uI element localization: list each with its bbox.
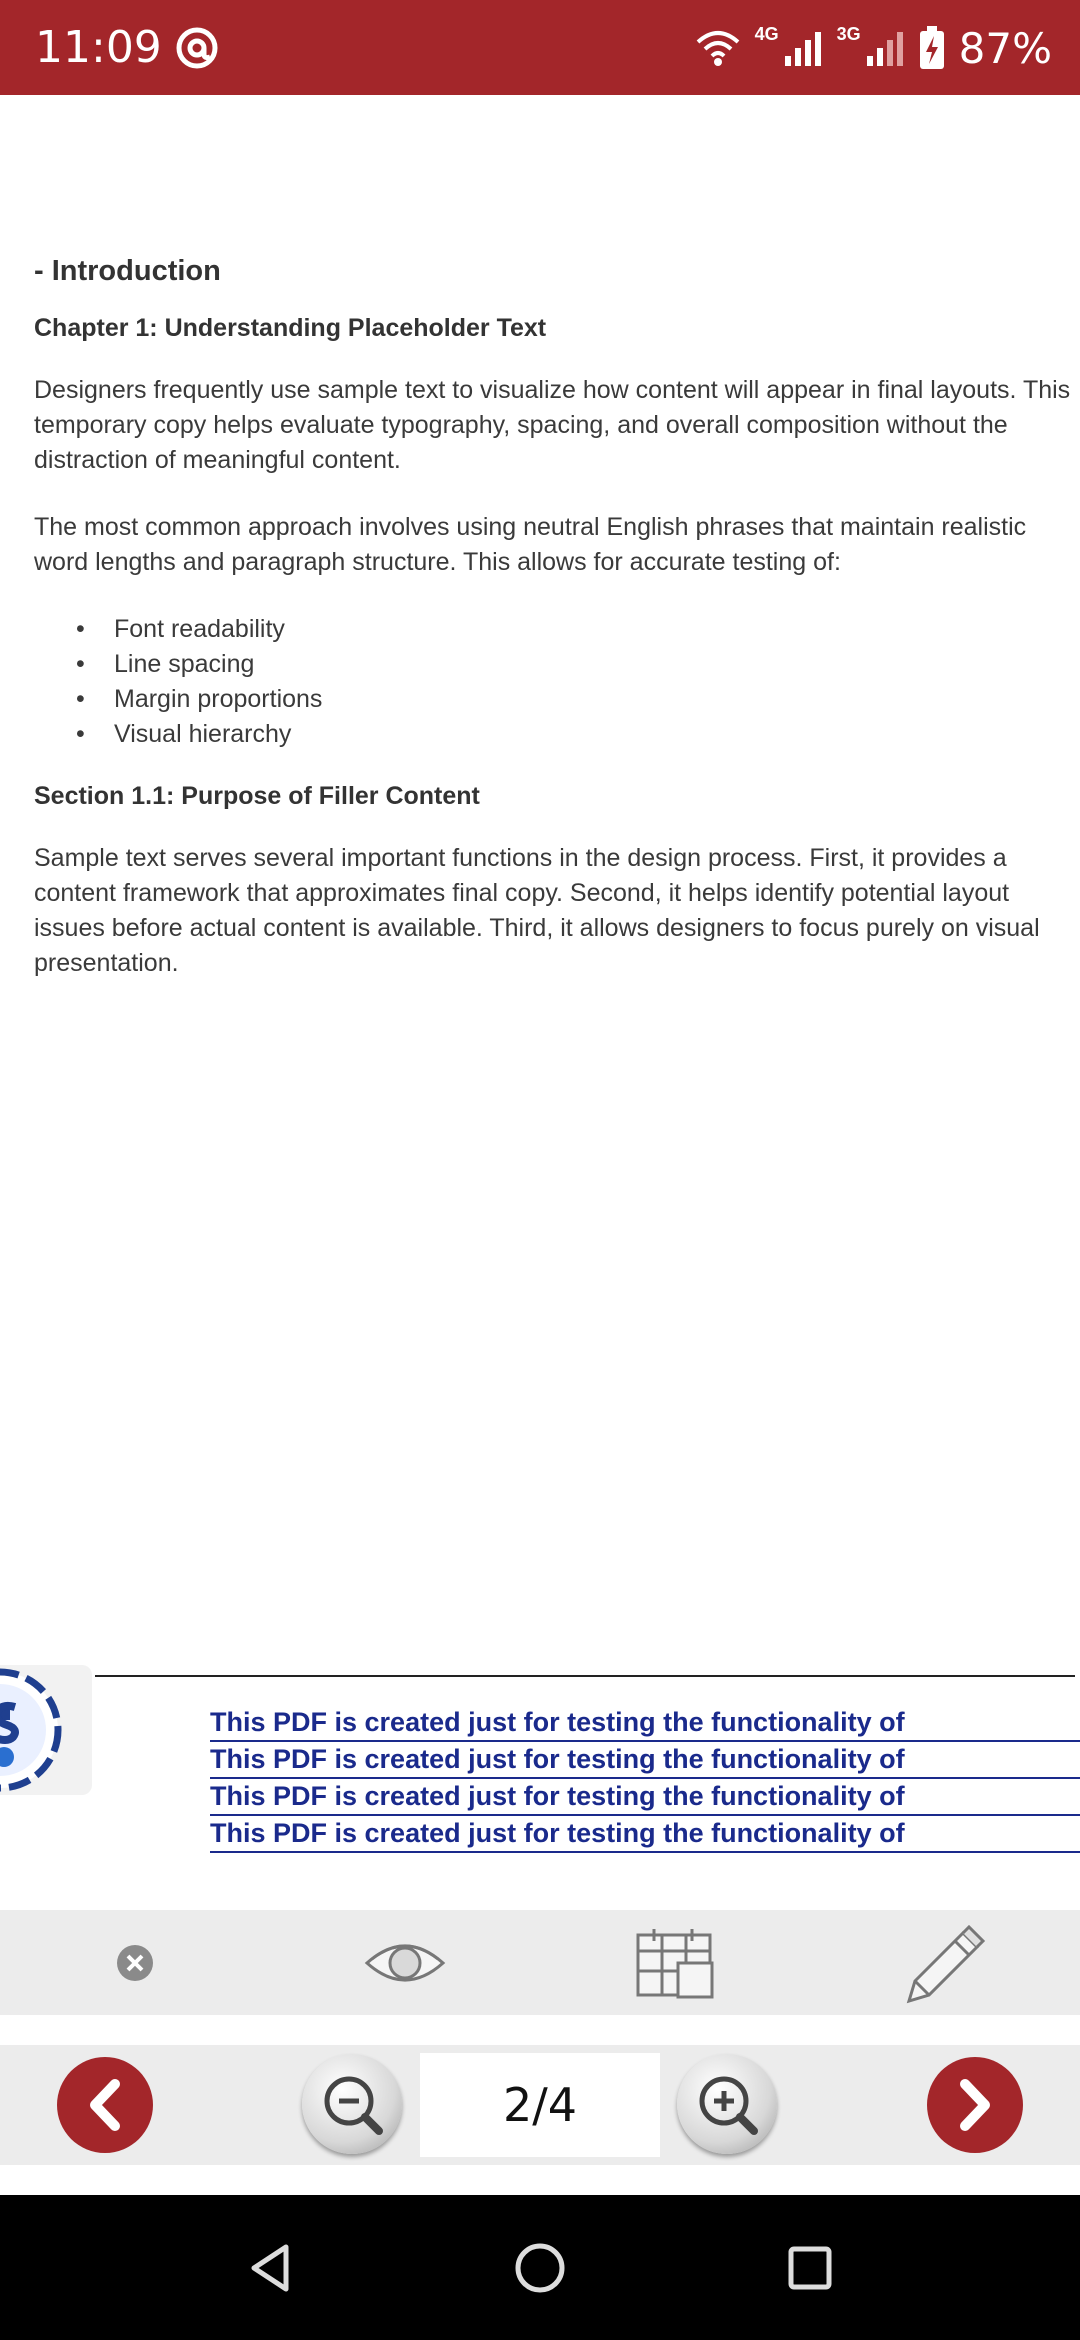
footer-line: This PDF is created just for testing the functionality of xyxy=(210,1779,1080,1816)
grid-icon xyxy=(634,1927,716,1999)
back-triangle-icon xyxy=(248,2243,292,2293)
zoom-out-button[interactable] xyxy=(302,2054,402,2154)
annotation-toolbar xyxy=(0,1910,1080,2015)
zoom-in-button[interactable] xyxy=(677,2054,777,2154)
paragraph-1: Designers frequently use sample text to visualize how content will appear in final layouts. This temporary copy helps evaluate typography, spacing, and overall composition without the distraction of meaningful content. xyxy=(34,376,1071,474)
close-icon xyxy=(116,1944,154,1982)
draw-button[interactable] xyxy=(895,1910,995,2015)
home-circle-icon xyxy=(514,2242,566,2294)
chevron-left-icon xyxy=(83,2078,127,2132)
battery-percent: 87% xyxy=(958,23,1052,73)
intro-heading: - Introduction xyxy=(34,255,221,287)
status-icons xyxy=(695,18,1052,78)
battery-icon xyxy=(919,26,945,70)
at-sign-icon xyxy=(175,26,219,70)
footer-divider xyxy=(95,1675,1075,1677)
previous-page-button[interactable] xyxy=(57,2057,153,2153)
pdf-page[interactable] xyxy=(0,95,1080,1910)
network-4g-label: 4G xyxy=(754,23,779,44)
close-button[interactable] xyxy=(85,1910,185,2015)
pencil-icon xyxy=(903,1921,987,2005)
system-navigation-bar xyxy=(0,2195,1080,2340)
status-bar xyxy=(0,0,1080,95)
list-item: • Line spacing xyxy=(114,647,1074,682)
home-button[interactable] xyxy=(480,2195,600,2340)
signal-icon-2 xyxy=(865,28,905,68)
zoom-in-icon xyxy=(692,2069,762,2139)
chapter-heading: Chapter 1: Understanding Placeholder Text xyxy=(34,314,547,342)
footer-line: This PDF is created just for testing the functionality of xyxy=(210,1816,1080,1853)
recents-button[interactable] xyxy=(750,2195,870,2340)
chevron-right-icon xyxy=(953,2078,997,2132)
footer-line: This PDF is created just for testing the functionality of xyxy=(210,1742,1080,1779)
logo-icon xyxy=(0,1665,92,1795)
list-item: • Margin proportions xyxy=(114,682,1074,717)
paragraph-3: Sample text serves several important functions in the design process. First, it provides a content framework that approximates final copy. Second, it helps identify potential layout issues before actual content is available. Third, it allows designers to focus purely on visual presentation. xyxy=(34,844,1040,977)
section-heading: Section 1.1: Purpose of Filler Content xyxy=(34,782,480,810)
footer-line: This PDF is created just for testing the functionality of xyxy=(210,1705,1080,1742)
list-item: • Font readability xyxy=(114,612,1074,647)
network-3g-label: 3G xyxy=(836,23,861,44)
eye-icon xyxy=(364,1935,446,1991)
wifi-icon xyxy=(695,28,741,68)
next-page-button[interactable] xyxy=(927,2057,1023,2153)
list-item: • Visual hierarchy xyxy=(114,717,1074,752)
footer-text-block xyxy=(210,1705,1080,1853)
zoom-out-icon xyxy=(317,2069,387,2139)
page-navigation-bar xyxy=(0,2045,1080,2165)
page-indicator[interactable]: 2/4 xyxy=(420,2053,660,2157)
page-text xyxy=(34,255,1074,1013)
recents-square-icon xyxy=(787,2245,833,2291)
paragraph-2: The most common approach involves using neutral English phrases that maintain realistic word lengths and paragraph structure. This allows for accurate testing of: xyxy=(34,513,1027,576)
view-button[interactable] xyxy=(355,1910,455,2015)
status-time: 11:09 xyxy=(35,22,162,73)
grid-button[interactable] xyxy=(625,1910,725,2015)
signal-icon xyxy=(783,28,823,68)
back-button[interactable] xyxy=(210,2195,330,2340)
bullet-list xyxy=(34,612,1074,752)
